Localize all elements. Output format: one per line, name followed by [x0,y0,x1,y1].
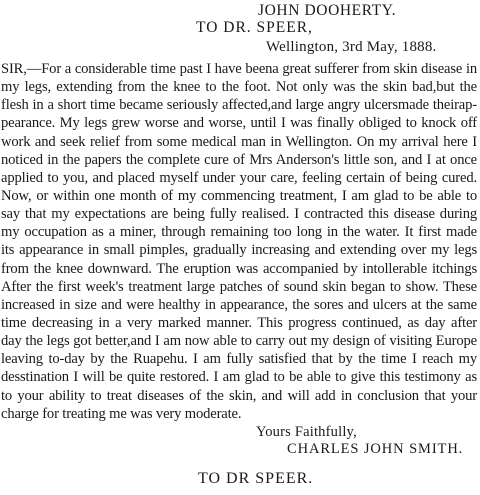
letter-line: After the first week's treatment large patches of sound skin began to show. These [1,278,477,295]
letter-addressee: TO DR. SPEER, [196,19,313,36]
letter-line: its appearance in small pimples, gradually increasing and extending over my legs [1,242,477,259]
letter-line: applied to you, and placed myself under your care, feeling certain of being cured. [1,169,477,186]
letter-line: day the legs got better,and I am now able to carry out my design of visiting Europe [1,333,477,350]
letter-line: say that my expectations are being fully realised. I contracted this disease during [1,206,477,223]
letter-line: Now, or within one month of my commencing treatment, I am glad to be able to [1,187,477,204]
letter-line: to your ability to treat diseases of the skin, and will add in conclusion that your [1,387,477,404]
letter-line: from the knee downward. The eruption was accompanied by intollerable itchings [1,260,477,277]
signature: CHARLES JOHN SMITH. [287,441,464,457]
letter-line: desstination I will be quite restored. I am glad to be able to give this testimony as [1,369,477,386]
letter-body [1,60,477,423]
letter-line: my legs, extending from the knee to the foot. Not only was the skin bad,but the [1,79,477,96]
letter-line: flesh in a short time became seriously affected,and large angry ulcersmade theirap- [1,97,477,114]
previous-letter-signature: JOHN DOOHERTY. [258,2,397,19]
valediction: Yours Faithfully, [256,424,357,440]
letter-line: SIR,—For a considerable time past I have beena great sufferer from skin disease in [1,61,477,77]
letter-line: pearance. My legs grew worse and worse, until I was finally obliged to knock off [1,115,477,132]
letter-line: increased in size and were healthy in appearance, the sores and ulcers at the same [1,296,477,313]
letter-line: time decreasing in a very marked manner. This progress continued, as day after [1,314,477,331]
letter-line: my occupation as a miner, through remaining too long in the water. It first made [1,224,477,241]
letter-line: leaving to-day by the Ruapehu. I am fully satisfied that by the time I reach my [1,351,477,368]
next-letter-addressee: TO DR SPEER. [198,470,314,487]
letter-line: noticed in the papers the complete cure of Mrs Anderson's little son, and I at once [1,151,477,168]
letter-date: Wellington, 3rd May, 1888. [266,39,437,55]
letter-line-last: charge for treating me was very moderate. [1,405,242,422]
letter-line: work and seek relief from some medical man in Wellington. On my arrival here I [1,133,477,150]
